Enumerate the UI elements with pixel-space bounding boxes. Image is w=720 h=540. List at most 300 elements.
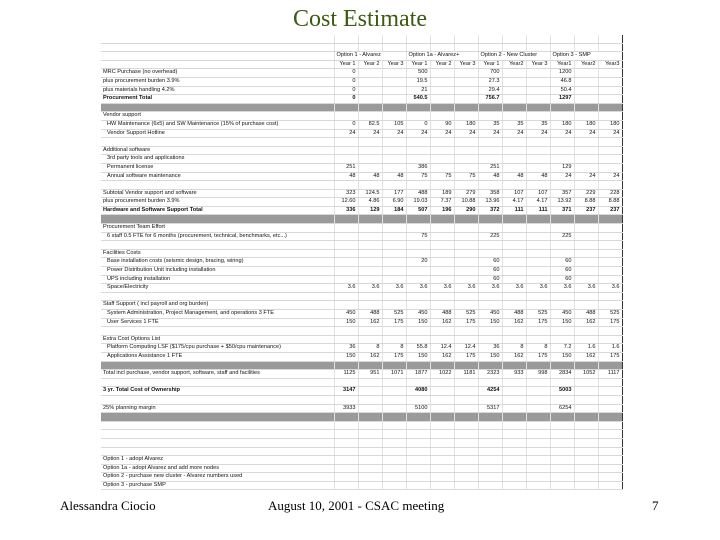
value-cell [334,224,358,233]
value-cell [598,430,622,439]
value-cell: 60 [478,275,502,284]
value-cell [574,395,598,404]
value-cell [574,447,598,456]
value-cell [502,275,526,284]
value-cell [406,224,430,233]
value-cell [526,138,550,147]
value-cell [406,456,430,465]
value-cell [526,301,550,310]
value-cell [598,447,622,456]
value-cell [502,249,526,258]
cell [478,35,502,43]
value-cell [550,215,574,224]
value-cell [526,481,550,490]
table-row [101,275,622,284]
value-cell [430,464,454,473]
table-row [101,198,622,207]
value-cell: 3147 [334,387,358,396]
value-cell: 3.6 [334,284,358,293]
value-cell [574,215,598,224]
value-cell [502,163,526,172]
value-cell [454,95,478,104]
value-cell [358,241,382,250]
value-cell: 6.90 [382,198,406,207]
table-row [101,456,622,465]
value-cell [598,361,622,370]
value-cell [526,112,550,121]
value-cell [478,447,502,456]
value-cell: 24 [574,129,598,138]
value-cell [382,86,406,95]
value-cell [430,327,454,336]
table-row [101,447,622,456]
value-cell: 525 [598,310,622,319]
value-cell: 1.6 [598,344,622,353]
value-cell [406,103,430,112]
value-cell [598,138,622,147]
value-cell [454,86,478,95]
value-cell [502,378,526,387]
row-label [101,378,334,387]
value-cell [454,215,478,224]
value-cell [526,464,550,473]
table-row [101,284,622,293]
value-cell: 756.7 [478,95,502,104]
cell [406,35,430,43]
table-row [101,249,622,258]
value-cell [454,464,478,473]
value-cell [502,335,526,344]
value-cell [382,69,406,78]
value-cell [382,438,406,447]
value-cell: 8 [358,344,382,353]
table-row [101,138,622,147]
value-cell [430,395,454,404]
value-cell: 371 [550,206,574,215]
cell [598,43,622,52]
value-cell: 10.88 [454,198,478,207]
value-cell: 36 [334,344,358,353]
table-row [101,232,622,241]
value-cell [358,456,382,465]
value-cell [550,327,574,336]
value-cell [454,77,478,86]
value-cell: 3.6 [478,284,502,293]
table-row [101,129,622,138]
value-cell [574,138,598,147]
value-cell [574,241,598,250]
cell [526,43,550,52]
value-cell: 5317 [478,404,502,413]
value-cell: 48 [334,172,358,181]
row-label: Subtotal Vendor support and software [101,189,334,198]
year-header: Year2 [502,60,526,69]
value-cell [550,378,574,387]
value-cell [406,447,430,456]
value-cell [430,292,454,301]
value-cell [430,378,454,387]
value-cell [574,146,598,155]
value-cell [454,146,478,155]
value-cell [334,215,358,224]
value-cell: 35 [478,120,502,129]
table-row [101,189,622,198]
value-cell: 24 [430,129,454,138]
value-cell [502,138,526,147]
value-cell [430,335,454,344]
value-cell: 6254 [550,404,574,413]
value-cell [574,481,598,490]
value-cell [358,138,382,147]
value-cell [526,447,550,456]
blank-row [101,35,622,43]
value-cell: 3.6 [502,284,526,293]
value-cell [574,413,598,422]
value-cell [358,404,382,413]
value-cell [598,395,622,404]
row-label: Option 2 - purchase new cluster - Alvarez numbers used [101,473,334,482]
value-cell [598,146,622,155]
value-cell [454,301,478,310]
table-row [101,163,622,172]
value-cell: 111 [526,206,550,215]
value-cell [382,301,406,310]
value-cell [574,387,598,396]
value-cell [430,421,454,430]
value-cell [382,361,406,370]
value-cell [406,473,430,482]
value-cell: 5100 [406,404,430,413]
row-label: Procurement Total [101,95,334,104]
value-cell [550,456,574,465]
value-cell: 19.03 [406,198,430,207]
value-cell [526,103,550,112]
cost-table [101,35,623,490]
value-cell [550,249,574,258]
value-cell [358,395,382,404]
row-label: 25% planning margin [101,404,334,413]
row-label: Extra Cost Options List [101,335,334,344]
row-label [101,395,334,404]
value-cell [454,138,478,147]
value-cell [382,138,406,147]
value-cell [430,103,454,112]
value-cell: 3.6 [598,284,622,293]
value-cell [478,438,502,447]
value-cell [358,327,382,336]
value-cell: 19.5 [406,77,430,86]
value-cell: 500 [406,69,430,78]
value-cell: 180 [598,120,622,129]
cell [454,35,478,43]
table-row [101,172,622,181]
value-cell: 82.5 [358,120,382,129]
value-cell [382,215,406,224]
value-cell [358,146,382,155]
value-cell: 129 [358,206,382,215]
value-cell [406,421,430,430]
value-cell: 36 [478,344,502,353]
value-cell: 237 [574,206,598,215]
value-cell [574,258,598,267]
value-cell [406,481,430,490]
cell [526,35,550,43]
value-cell [430,447,454,456]
footer-event: August 10, 2001 - CSAC meeting [268,498,445,513]
value-cell [358,112,382,121]
value-cell [430,387,454,396]
value-cell [526,224,550,233]
value-cell [334,249,358,258]
row-label: Additional software [101,146,334,155]
cell [334,43,358,52]
table-row [101,318,622,327]
cell [598,35,622,43]
value-cell: 4.17 [526,198,550,207]
value-cell: 488 [406,189,430,198]
value-cell [406,438,430,447]
value-cell [382,77,406,86]
value-cell: 24 [574,172,598,181]
value-cell [574,438,598,447]
value-cell: 951 [358,370,382,379]
value-cell [430,301,454,310]
value-cell [526,155,550,164]
value-cell: 184 [382,206,406,215]
value-cell [382,95,406,104]
value-cell: 162 [430,318,454,327]
value-cell [550,103,574,112]
value-cell: 175 [598,318,622,327]
value-cell [502,86,526,95]
value-cell [502,404,526,413]
value-cell [478,395,502,404]
value-cell [382,378,406,387]
table-row [101,86,622,95]
value-cell [478,481,502,490]
table-row [101,395,622,404]
value-cell: 48 [502,172,526,181]
table-row [101,206,622,215]
value-cell [478,378,502,387]
value-cell [382,413,406,422]
value-cell [598,77,622,86]
value-cell [382,232,406,241]
value-cell: 4254 [478,387,502,396]
cell [430,43,454,52]
row-label: Power Distribution Unit including installation [101,267,334,276]
value-cell [598,241,622,250]
value-cell [502,77,526,86]
value-cell [574,86,598,95]
value-cell [454,361,478,370]
value-cell [454,335,478,344]
value-cell [358,464,382,473]
value-cell [334,241,358,250]
row-label: 3rd party tools and applications [101,155,334,164]
row-label: Hardware and Software Support Total [101,206,334,215]
value-cell [406,249,430,258]
value-cell: 162 [358,352,382,361]
value-cell [358,181,382,190]
value-cell: 24 [478,129,502,138]
value-cell [550,155,574,164]
value-cell [598,181,622,190]
value-cell: 90 [430,120,454,129]
value-cell: 175 [526,318,550,327]
option-header: Option 1a - Alvarez+ [406,52,478,61]
value-cell [574,378,598,387]
table-row [101,77,622,86]
value-cell: 177 [382,189,406,198]
value-cell [574,181,598,190]
value-cell: 507 [406,206,430,215]
value-cell [478,181,502,190]
value-cell: 46.8 [550,77,574,86]
year-header: Year 3 [526,60,550,69]
value-cell: 150 [550,318,574,327]
value-cell [502,387,526,396]
value-cell: 75 [406,172,430,181]
value-cell: 150 [478,352,502,361]
cell [574,43,598,52]
row-label: Staff Support ( incl payroll and org burden) [101,301,334,310]
value-cell [478,335,502,344]
value-cell [598,224,622,233]
separator-row [101,103,622,112]
value-cell: 124.5 [358,189,382,198]
value-cell: 540.5 [406,95,430,104]
value-cell: 29.4 [478,86,502,95]
value-cell [598,378,622,387]
value-cell: 107 [502,189,526,198]
value-cell: 75 [406,232,430,241]
value-cell [382,430,406,439]
value-cell [502,103,526,112]
value-cell [358,232,382,241]
value-cell: 12.4 [454,344,478,353]
table-row [101,352,622,361]
value-cell [574,224,598,233]
value-cell [430,267,454,276]
value-cell: 0 [334,86,358,95]
value-cell [454,447,478,456]
value-cell [598,387,622,396]
row-label [101,241,334,250]
value-cell [598,95,622,104]
value-cell [550,430,574,439]
value-cell [526,473,550,482]
value-cell [358,335,382,344]
value-cell [430,86,454,95]
value-cell [430,275,454,284]
table-row [101,438,622,447]
value-cell [574,361,598,370]
table-row [101,146,622,155]
value-cell [502,438,526,447]
value-cell [454,69,478,78]
value-cell: 7.2 [550,344,574,353]
option-header: Option 2 - New Cluster [478,52,550,61]
value-cell: 24 [334,129,358,138]
value-cell [598,215,622,224]
value-cell [598,292,622,301]
cell [430,35,454,43]
value-cell: 24 [406,129,430,138]
value-cell: 175 [382,352,406,361]
value-cell [334,413,358,422]
value-cell [334,155,358,164]
value-cell [574,327,598,336]
value-cell [382,155,406,164]
value-cell: 24 [382,129,406,138]
value-cell: 13.92 [550,198,574,207]
value-cell [598,112,622,121]
value-cell [358,473,382,482]
value-cell: 150 [550,352,574,361]
value-cell [598,335,622,344]
value-cell [406,181,430,190]
value-cell [526,215,550,224]
value-cell [382,258,406,267]
value-cell [430,146,454,155]
value-cell [550,464,574,473]
value-cell [382,335,406,344]
value-cell [550,301,574,310]
value-cell [598,421,622,430]
value-cell [406,378,430,387]
value-cell [406,146,430,155]
cell [406,43,430,52]
value-cell: 111 [502,206,526,215]
value-cell [526,275,550,284]
value-cell [574,430,598,439]
value-cell [406,292,430,301]
value-cell [430,241,454,250]
slide-title: Cost Estimate [293,6,427,32]
value-cell: 55.8 [406,344,430,353]
value-cell [598,456,622,465]
value-cell: 8 [526,344,550,353]
value-cell: 525 [526,310,550,319]
value-cell [574,95,598,104]
value-cell: 162 [574,352,598,361]
row-label: System Administration, Project Management, and operations 3 FTE [101,310,334,319]
value-cell [358,69,382,78]
table-row [101,335,622,344]
year-header: Year2 [574,60,598,69]
value-cell: 1200 [550,69,574,78]
table-row [101,120,622,129]
value-cell [502,481,526,490]
value-cell [574,456,598,465]
value-cell [406,327,430,336]
value-cell [598,103,622,112]
value-cell [382,327,406,336]
cell [550,43,574,52]
value-cell [430,95,454,104]
value-cell [358,77,382,86]
value-cell: 24 [598,129,622,138]
value-cell [526,69,550,78]
value-cell: 35 [502,120,526,129]
value-cell: 24 [550,129,574,138]
value-cell [526,395,550,404]
value-cell [454,224,478,233]
value-cell [406,112,430,121]
value-cell [526,438,550,447]
row-label: UPS including installation [101,275,334,284]
